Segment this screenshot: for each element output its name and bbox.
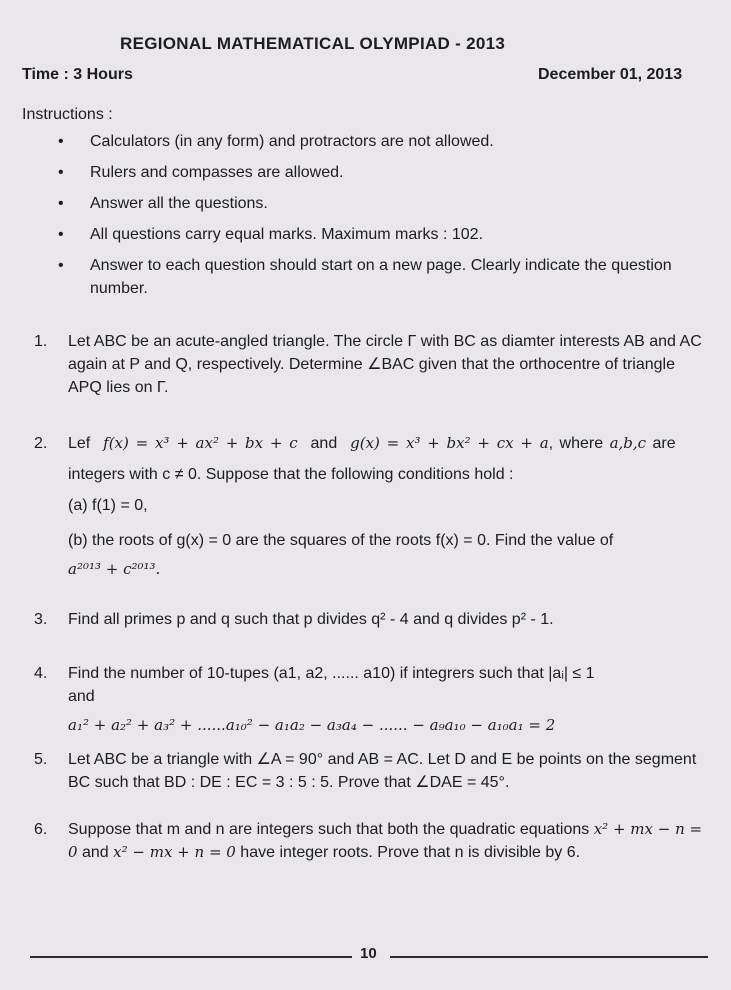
question-text: Find all primes p and q such that p divides q² - 4 and q divides p² - 1. (68, 611, 554, 628)
question-line: Find the number of 10-tupes (a1, a2, ...... a10) if integrers such that |aᵢ| ≤ 1 (68, 665, 595, 682)
question-6: 6. Suppose that m and n are integers such that both the quadratic equations x² + mx − n = 0 and x² − mx + n = 0 have integer roots. Prove that n is divisible by 6. (34, 820, 703, 861)
question-number: 3. (34, 611, 48, 628)
question-number: 5. (34, 751, 48, 768)
question-expression: a₁² + a₂² + a₃² + ......a₁₀² − a₁a₂ − a₃a₄ − ...... − a₉a₁₀ − a₁₀a₁ = 2 (68, 716, 556, 734)
question-line: integers with c ≠ 0. Suppose that the following conditions hold : (68, 466, 514, 483)
instructions-list (58, 130, 718, 308)
question-2 (34, 432, 710, 581)
equation-2: x² − mx + n = 0 (113, 843, 236, 861)
exam-date: December 01, 2013 (538, 66, 683, 83)
footer-rule-right (390, 956, 708, 958)
question-number: 1. (34, 333, 48, 350)
equation-1: x² + mx − n = 0 (68, 820, 703, 861)
question-5 (34, 748, 710, 794)
question-part-a: (a) f(1) = 0, (68, 497, 148, 514)
question-number: 6. (34, 821, 48, 838)
instruction-item: • Calculators (in any form) and protractors are not allowed. (58, 130, 718, 153)
question-text: Let ABC be an acute-angled triangle. The circle Γ with BC as diamter interests AB and AC again at P and Q, respectively. Determine ∠BAC given that the orthocentre of triangle APQ lies on Γ. (68, 333, 702, 396)
question-line: and (68, 688, 95, 705)
footer-rule-left (30, 956, 352, 958)
instruction-item: • Rulers and compasses are allowed. (58, 161, 718, 184)
question-1 (34, 330, 710, 399)
question-4 (34, 662, 710, 737)
question-number: 4. (34, 665, 48, 682)
polynomial-g: g(x) = x³ + bx² + cx + a (350, 434, 549, 452)
question-part-b: (b) the roots of g(x) = 0 are the squares of the roots f(x) = 0. Find the value of (68, 532, 614, 549)
time-allowed: Time : 3 Hours (22, 66, 133, 83)
instruction-item: • Answer all the questions. (58, 192, 718, 215)
polynomial-f: f(x) = x³ + ax² + bx + c (103, 434, 298, 452)
instruction-item: • Answer to each question should start on a new page. Clearly indicate the question number. (58, 254, 718, 300)
page-number: 10 (360, 945, 377, 962)
question-expression: a²⁰¹³ + c²⁰¹³. (68, 560, 161, 578)
instruction-item: • All questions carry equal marks. Maximum marks : 102. (58, 223, 718, 246)
question-number: 2. (34, 435, 48, 452)
question-line: Lef f(x) = x³ + ax² + bx + c and g(x) = x³ + bx² + cx + a, where a,b,c are (68, 434, 676, 452)
question-text: Let ABC be a triangle with ∠A = 90° and AB = AC. Let D and E be points on the segment BC such that BD : DE : EC = 3 : 5 : 5. Prove that ∠DAE = 45°. (68, 751, 697, 791)
instructions-heading: Instructions : (22, 106, 113, 123)
page-title: REGIONAL MATHEMATICAL OLYMPIAD - 2013 (120, 34, 506, 53)
question-3 (34, 608, 710, 631)
